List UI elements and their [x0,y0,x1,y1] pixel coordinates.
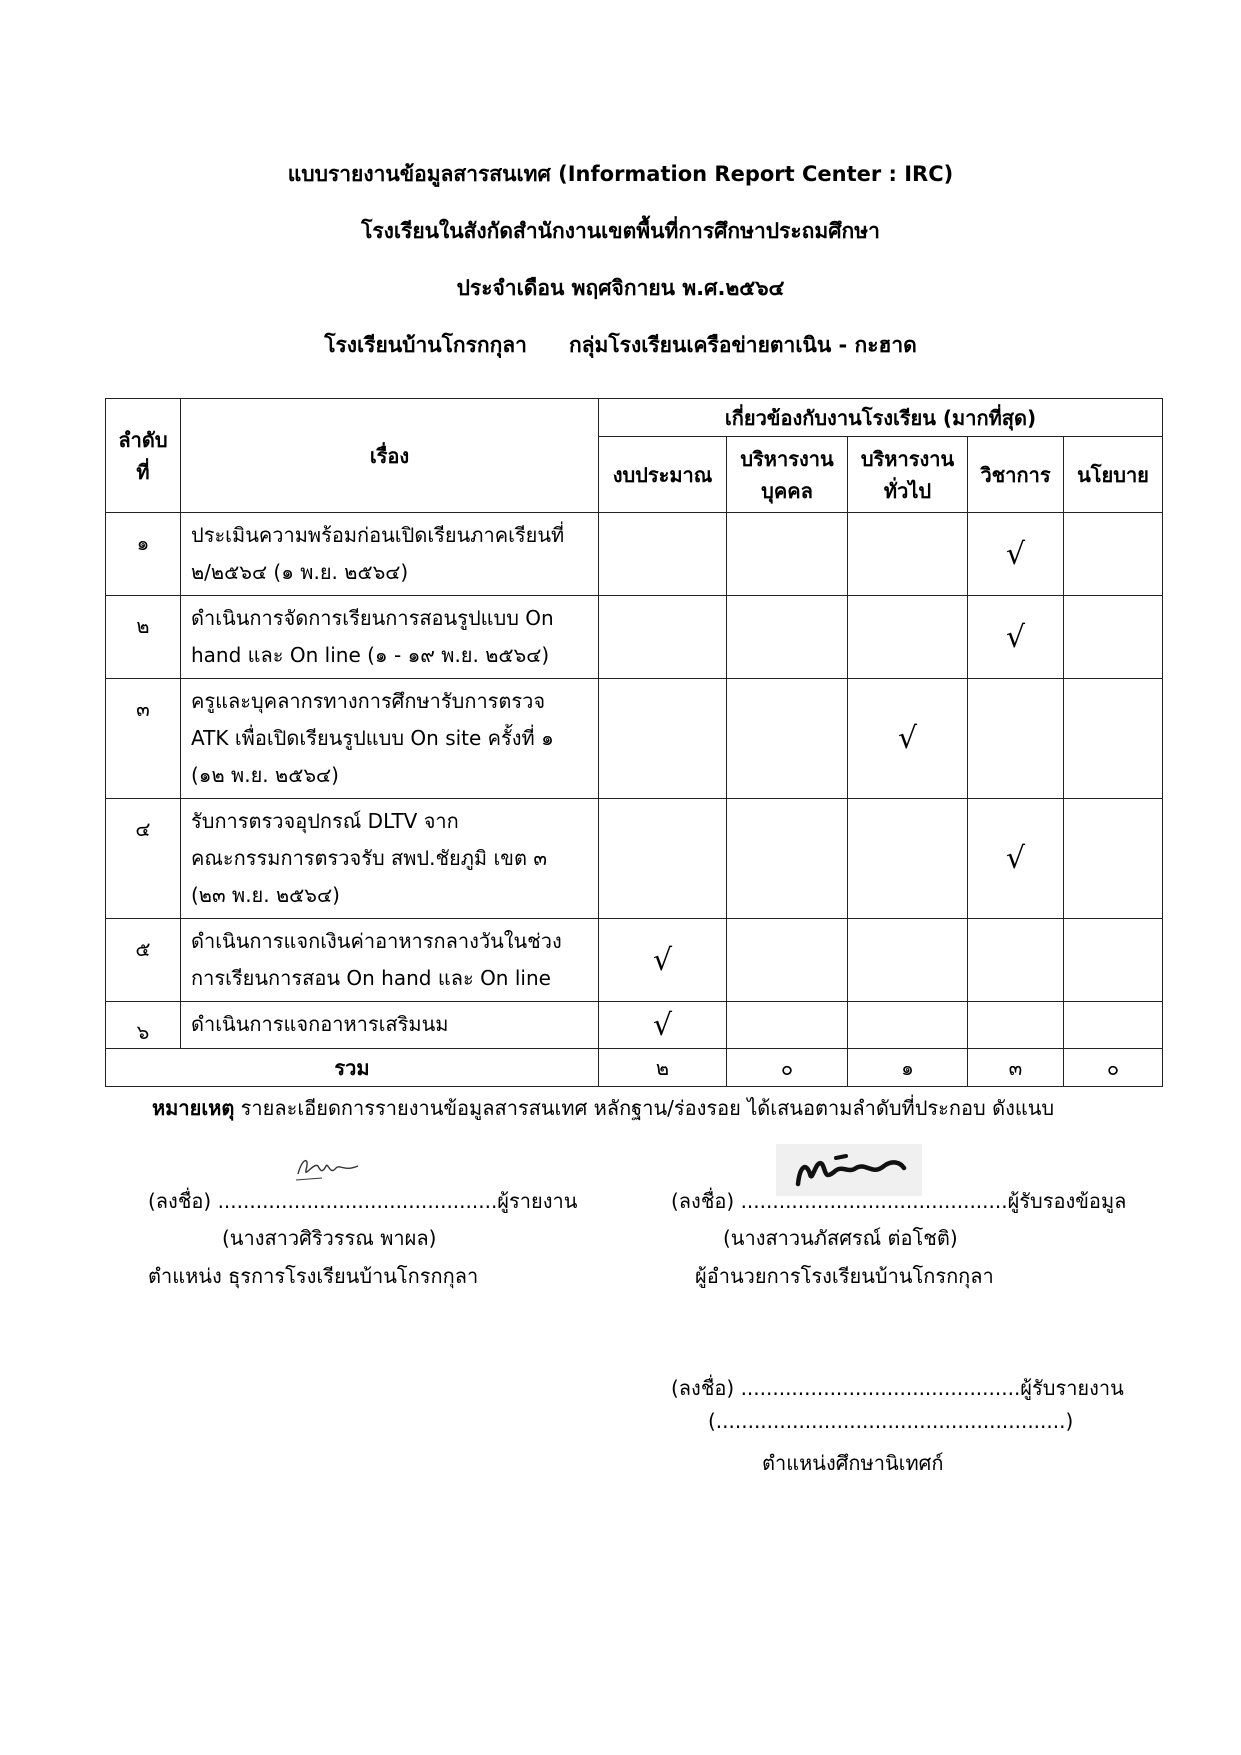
row-topic-line: ครูและบุคลากรทางการศึกษารับการตรวจ [191,689,546,713]
school-group: กลุ่มโรงเรียนเครือข่ายตาเนิน - กะฮาด [568,333,917,357]
cell-col-2 [848,1002,968,1049]
cell-col-1 [727,1002,848,1049]
row-topic-line: ดำเนินการแจกอาหารเสริมนม [191,1012,449,1036]
table-row [106,513,1163,596]
school-line [0,329,1241,362]
row-topic-line: ดำเนินการแจกเงินค่าอาหารกลางวันในช่วง [191,929,562,953]
header-col-2 [848,437,968,513]
total-value: ๐ [1064,1049,1163,1087]
header-no-line2: ที่ [136,459,150,484]
check-mark-icon: √ [652,1007,673,1043]
reporter-name: (นางสาวศิริวรรณ พาผล) [222,1226,437,1250]
cell-col-4 [1064,513,1163,596]
header-col-line2: ทั่วไป [883,478,932,503]
cell-col-4 [1064,799,1163,919]
row-number: ๑ [106,513,181,596]
receiver-sign-line: (ลงชื่อ) ............................................ผู้รับรายงาน [671,1376,1124,1400]
cell-col-3 [968,799,1064,919]
table-row [106,1002,1163,1049]
row-topic-line: (๑๒ พ.ย. ๒๕๖๔) [191,763,339,787]
cell-col-1 [727,596,848,679]
cell-col-0 [599,596,727,679]
row-topic [181,513,599,596]
report-title: แบบรายงานข้อมูลสารสนเทศ (Information Report Center : IRC) [287,162,954,186]
reporter-sign-line: (ลงชื่อ) ............................................ผู้รายงาน [148,1189,578,1213]
row-topic-line: hand และ On line (๑ - ๑๙ พ.ย. ๒๕๖๔) [191,643,550,667]
row-number: ๕ [106,919,181,1002]
total-value: ๒ [599,1049,727,1087]
reporter-position: ตำแหน่ง ธุรการโรงเรียนบ้านโกรกกุลา [148,1264,479,1288]
total-value: ๓ [968,1049,1064,1087]
header-no-line1: ลำดับ [118,427,168,452]
row-topic-line: รับการตรวจอุปกรณ์ DLTV จาก [191,809,459,833]
check-mark-icon: √ [897,721,918,756]
header-col-line1: วิชาการ [980,462,1051,487]
check-mark-icon: √ [652,942,673,978]
row-topic [181,1002,599,1049]
row-topic-line: ๒/๒๕๖๔ (๑ พ.ย. ๒๕๖๔) [191,560,409,584]
cell-col-3 [968,513,1064,596]
header-topic: เรื่อง [181,399,599,513]
cell-col-2 [848,799,968,919]
cell-col-3 [968,596,1064,679]
header-col-line1: นโยบาย [1077,462,1149,487]
cell-col-1 [727,799,848,919]
cell-col-4 [1064,919,1163,1002]
cell-col-4 [1064,1002,1163,1049]
row-topic [181,799,599,919]
header-col-line1: บริหารงาน [860,446,955,471]
cell-col-0 [599,513,727,596]
report-table [105,398,1163,1087]
certifier-position: ผู้อำนวยการโรงเรียนบ้านโกรกกุลา [695,1264,994,1288]
header-col-1 [727,437,848,513]
row-number: ๔ [106,799,181,919]
receiver-position: ตำแหน่งศึกษานิเทศก์ [762,1451,944,1475]
header-col-0 [599,437,727,513]
school-name: โรงเรียนบ้านโกรกกุลา [324,333,527,357]
row-topic [181,596,599,679]
row-number: ๒ [106,596,181,679]
cell-col-3 [968,919,1064,1002]
note-text: รายละเอียดการรายงานข้อมูลสารสนเทศ หลักฐาน/ร่องรอย ได้เสนอตามลำดับที่ประกอบ ดังแนบ [234,1096,1055,1120]
report-month: ประจำเดือน พฤศจิกายน พ.ศ.๒๕๖๔ [456,276,785,300]
total-row [106,1049,1163,1087]
reporter-signature [292,1152,362,1186]
cell-col-0 [599,679,727,799]
cell-col-0 [599,1002,727,1049]
row-topic-line: ดำเนินการจัดการเรียนการสอนรูปแบบ On [191,606,554,630]
table-row [106,799,1163,919]
total-label: รวม [106,1049,599,1087]
table-row [106,919,1163,1002]
certifier-sign-line: (ลงชื่อ) ..........................................ผู้รับรองข้อมูล [671,1189,1127,1213]
note-label: หมายเหตุ [152,1096,235,1120]
cell-col-0 [599,919,727,1002]
cell-col-0 [599,799,727,919]
cell-col-2 [848,919,968,1002]
header-col-line2: บุคคล [761,478,813,503]
cell-col-4 [1064,679,1163,799]
row-topic [181,679,599,799]
cell-col-1 [727,679,848,799]
cell-col-3 [968,1002,1064,1049]
row-topic-line: ประเมินความพร้อมก่อนเปิดเรียนภาคเรียนที่ [191,523,565,547]
cell-col-2 [848,596,968,679]
header-no [106,399,181,513]
row-number: ๓ [106,679,181,799]
row-topic-line: คณะกรรมการตรวจรับ สพป.ชัยภูมิ เขต ๓ [191,846,547,870]
cell-col-1 [727,513,848,596]
check-mark-icon: √ [1005,841,1026,876]
cell-col-2 [848,513,968,596]
certifier-name: (นางสาวนภัสศรณ์ ต่อโชติ) [723,1226,958,1250]
header-col-3 [968,437,1064,513]
cell-col-2 [848,679,968,799]
row-topic [181,919,599,1002]
receiver-name: (.......................................................) [708,1409,1074,1433]
header-col-line1: บริหารงาน [740,446,834,471]
header-col-line1: งบประมาณ [612,462,713,487]
cell-col-1 [727,919,848,1002]
report-subtitle: โรงเรียนในสังกัดสำนักงานเขตพื้นที่การศึกษาประถมศึกษา [361,219,880,243]
row-topic-line: การเรียนการสอน On hand และ On line [191,966,551,990]
row-number: ๖ [106,1002,181,1049]
header-col-4 [1064,437,1163,513]
check-mark-icon: √ [1005,536,1026,572]
row-topic-line: ATK เพื่อเปิดเรียนรูปแบบ On site ครั้งที่ ๑ [191,726,554,750]
header-related-group: เกี่ยวข้องกับงานโรงเรียน (มากที่สุด) [599,399,1163,437]
cell-col-4 [1064,596,1163,679]
note [152,1092,1054,1124]
cell-col-3 [968,679,1064,799]
table-row [106,596,1163,679]
total-value: ๐ [727,1049,848,1087]
check-mark-icon: √ [1005,619,1026,655]
table-row [106,679,1163,799]
total-value: ๑ [848,1049,968,1087]
row-topic-line: (๒๓ พ.ย. ๒๕๖๔) [191,883,340,907]
